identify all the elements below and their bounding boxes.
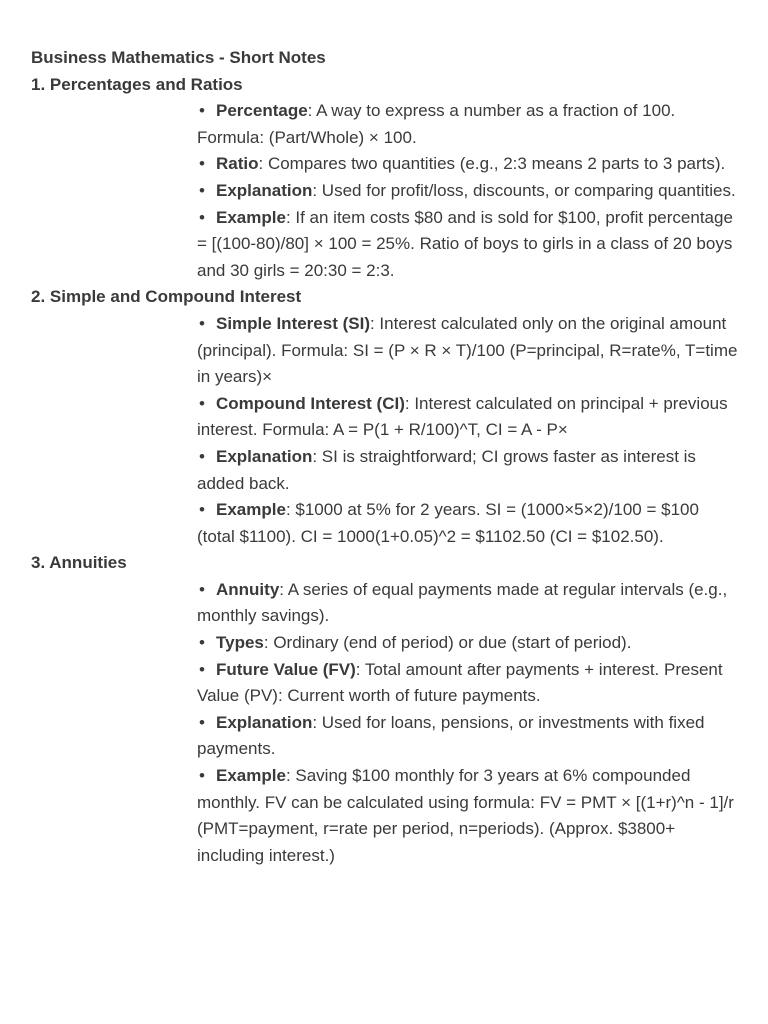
bullet-text: : Saving $100 monthly for 3 years at 6% compounded monthly. FV can be calculated using formula: FV = PMT × [(1+r)^n - 1]/r (PMT=payment, r=rate per period, n=periods). (Approx. $3800+ including interest.) <box>197 766 734 865</box>
bullet-text: : SI is straightforward; CI grows faster as interest is added back. <box>197 446 696 493</box>
bullet-text: : Used for loans, pensions, or investments with fixed payments. <box>197 712 705 759</box>
section-heading: 2. Simple and Compound Interest <box>31 287 302 307</box>
bullet-dot-icon: • <box>199 712 205 732</box>
bullet-term: Annuity <box>216 579 280 599</box>
bullet-list <box>31 311 741 550</box>
bullet-item <box>197 444 741 497</box>
notes-document <box>31 45 741 869</box>
bullet-dot-icon: • <box>199 313 205 333</box>
bullet-text: : A way to express a number as a fraction of 100. Formula: (Part/Whole) × 100. <box>197 101 676 147</box>
bullet-dot-icon: • <box>199 633 205 653</box>
document-title: Business Mathematics - Short Notes <box>31 48 326 67</box>
bullet-dot-icon: • <box>199 207 205 227</box>
bullet-term: Example <box>216 207 286 227</box>
section <box>31 284 741 550</box>
bullet-dot-icon: • <box>199 180 205 200</box>
bullet-term: Explanation <box>216 446 313 466</box>
bullet-text: : Ordinary (end of period) or due (start of period). <box>263 633 632 653</box>
bullet-term: Compound Interest (CI) <box>216 393 405 413</box>
bullet-dot-icon: • <box>199 500 205 520</box>
bullet-text: : Interest calculated on principal + previous interest. Formula: A = P(1 + R/100)^T, CI = A - P× <box>197 393 728 440</box>
bullet-dot-icon: • <box>199 393 205 413</box>
bullet-term: Types <box>216 633 264 653</box>
bullet-term: Explanation <box>216 180 313 200</box>
bullet-term: Future Value (FV) <box>216 659 356 679</box>
bullet-text: : Used for profit/loss, discounts, or comparing quantities. <box>312 180 736 200</box>
section-heading: 1. Percentages and Ratios <box>31 74 243 94</box>
bullet-term: Simple Interest (SI) <box>216 313 370 333</box>
bullet-item <box>197 151 741 178</box>
bullet-term: Ratio <box>216 154 259 174</box>
bullet-list <box>31 577 741 870</box>
bullet-dot-icon: • <box>199 659 205 679</box>
section-heading: 3. Annuities <box>31 553 127 573</box>
bullet-text: : A series of equal payments made at regular intervals (e.g., monthly savings). <box>197 579 728 626</box>
bullet-dot-icon: • <box>199 579 205 599</box>
bullet-item <box>197 657 741 710</box>
bullet-list <box>31 98 741 284</box>
bullet-text: : Total amount after payments + interest. Present Value (PV): Current worth of future payments. <box>197 659 723 706</box>
bullet-term: Example <box>216 500 286 520</box>
section <box>31 550 741 869</box>
bullet-text: : Compares two quantities (e.g., 2:3 means 2 parts to 3 parts). <box>258 154 726 174</box>
bullet-term: Explanation <box>216 712 313 732</box>
bullet-item <box>197 710 741 763</box>
bullet-item <box>197 630 741 657</box>
bullet-item <box>197 577 741 630</box>
bullet-dot-icon: • <box>199 101 205 121</box>
bullet-dot-icon: • <box>199 154 205 174</box>
bullet-item <box>197 178 741 205</box>
bullet-item <box>197 391 741 444</box>
bullet-text: : Interest calculated only on the original amount (principal). Formula: SI = (P × R × T)/100 (P=principal, R=rate%, T=time in years)× <box>197 313 738 387</box>
sections-container <box>31 72 741 870</box>
bullet-text: : $1000 at 5% for 2 years. SI = (1000×5×2)/100 = $100 (total $1100). CI = 1000(1+0.05)^2 = $1102.50 (CI = $102.50). <box>197 500 699 546</box>
bullet-term: Example <box>216 766 286 786</box>
bullet-dot-icon: • <box>199 446 205 466</box>
bullet-item <box>197 311 741 391</box>
bullet-item <box>197 763 741 869</box>
bullet-item <box>197 497 741 550</box>
bullet-item <box>197 98 741 151</box>
bullet-term: Percentage <box>216 101 308 121</box>
bullet-dot-icon: • <box>199 766 205 786</box>
section <box>31 72 741 285</box>
bullet-item <box>197 205 741 285</box>
bullet-text: : If an item costs $80 and is sold for $100, profit percentage = [(100-80)/80] × 100 = 25%. Ratio of boys to girls in a class of 20 boys and 30 girls = 20:30 = 2:3. <box>197 207 733 280</box>
